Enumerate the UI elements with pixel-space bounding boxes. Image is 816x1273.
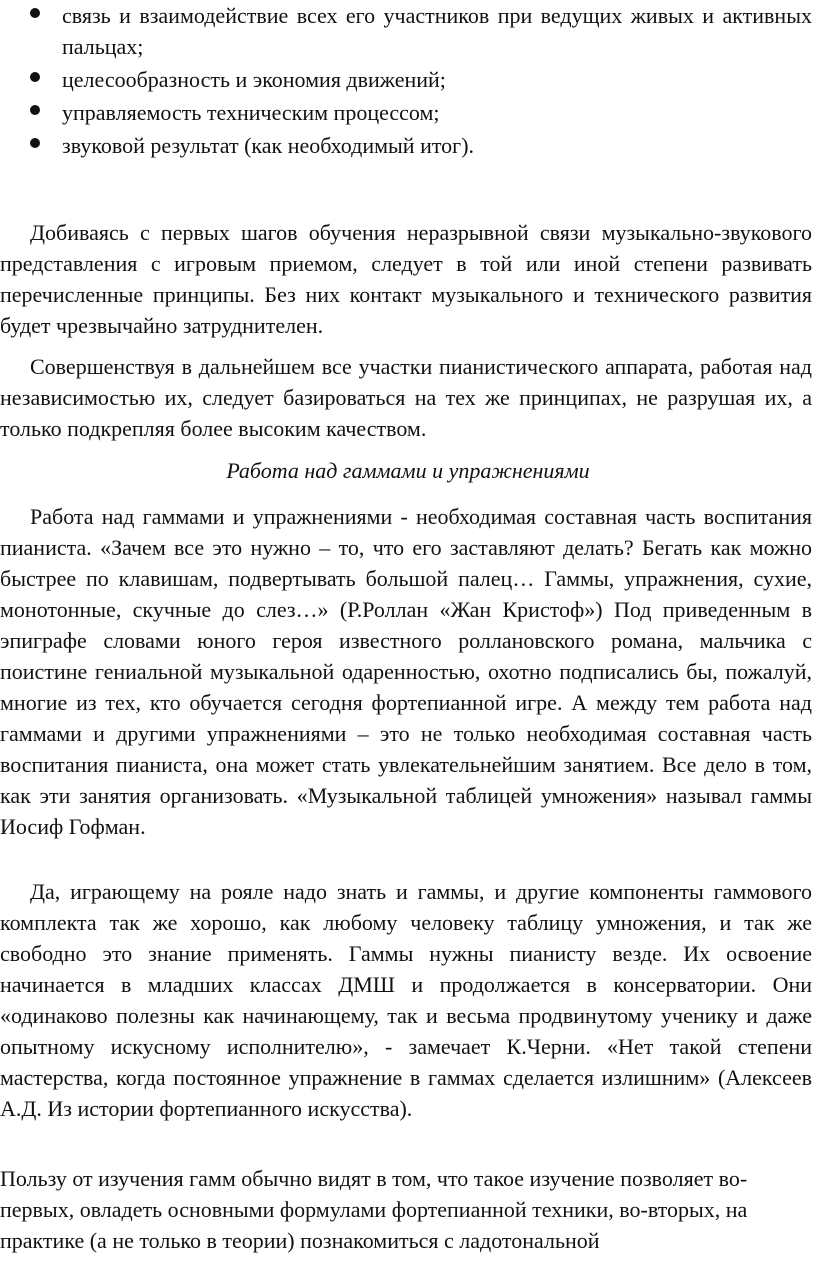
list-item-text: целесообразность и экономия движений; [62, 67, 446, 92]
paragraph-2: Совершенствуя в дальнейшем все участки пианистического аппарата, работая над независимостью их, следует базироваться на тех же принципах, не разрушая их, а только подкрепляя более высоким качеством. [0, 354, 812, 441]
paragraph-1: Добиваясь с первых шагов обучения неразрывной связи музыкально-звукового представления с игровым приемом, следует в той или иной степени развивать перечисленные принципы. Без них контакт музыкального и технического развития будет чрезвычайно затруднителен. [0, 220, 812, 338]
list-item-text: звуковой результат (как необходимый итог). [62, 133, 475, 158]
paragraph-4: Да, играющему на рояле надо знать и гаммы, и другие компоненты гаммового комплекта так же хорошо, как любому человеку таблицу умножения, и так же свободно это знание применять. Гаммы нужны пианисту везде. Их освоение начинается в младших классах ДМШ и продолжается в консерватории. Они «одинаково полезны как начинающему, так и весьма продвинутому ученику и даже опытному искусному исполнителю», - замечает К.Черни. «Нет такой степени мастерства, когда постоянное упражнение в гаммах сделается излишним» (Алексеев А.Д. Из истории фортепианного искусства). [0, 879, 812, 1121]
list-item-text: связь и взаимодействие всех его участников при ведущих живых и активных пальцах; [62, 3, 812, 59]
bullet-icon [30, 138, 40, 148]
list-item [0, 130, 816, 161]
bullet-icon [30, 8, 40, 18]
paragraph-5: Пользу от изучения гамм обычно видят в том, что такое изучение позволяет во-первых, овладеть основными формулами фортепианной техники, во-вторых, на практике (а не только в теории) познакомиться с ладотональной [0, 1166, 748, 1253]
bullet-icon [30, 72, 40, 82]
bullet-icon [30, 105, 40, 115]
section-heading: Работа над гаммами и упражнениями [226, 458, 590, 483]
list-item [0, 97, 816, 128]
list-item [0, 64, 816, 95]
list-item-text: управляемость техническим процессом; [62, 100, 440, 125]
principles-list [0, 0, 816, 161]
paragraph-3: Работа над гаммами и упражнениями - необходимая составная часть воспитания пианиста. «Зачем все это нужно – то, что его заставляют делать? Бегать как можно быстрее по клавишам, подвертывать большой палец… Гаммы, упражнения, сухие, монотонные, скучные до слез…» (Р.Роллан «Жан Кристоф») Под приведенным в эпиграфе словами юного героя известного роллановского романа, мальчика с поистине гениальной музыкальной одаренностью, охотно подписались бы, пожалуй, многие из тех, кто обучается сегодня фортепианной игре. А между тем работа над гаммами и другими упражнениями – это не только необходимая составная часть воспитания пианиста, она может стать увлекательнейшим занятием. Все дело в том, как эти занятия организовать. «Музыкальной таблицей умножения» называл гаммы Иосиф Гофман. [0, 504, 812, 839]
list-item [0, 0, 816, 62]
